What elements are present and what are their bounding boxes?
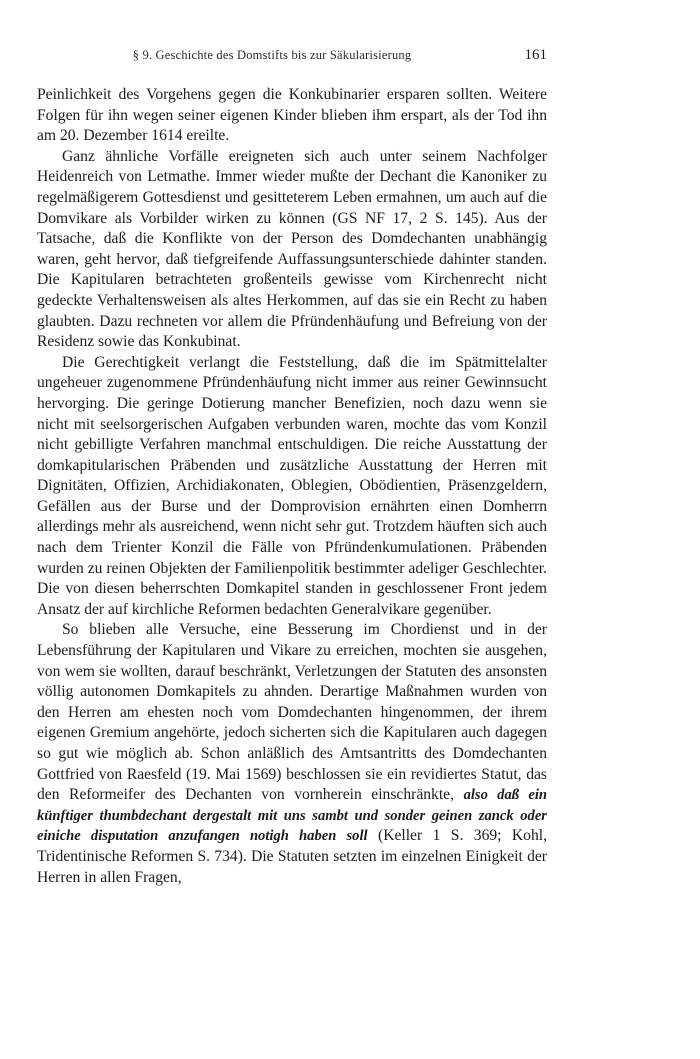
paragraph-4 xyxy=(37,620,547,888)
page-number: 161 xyxy=(524,47,547,63)
running-head xyxy=(37,47,547,64)
paragraph-2: Ganz ähnliche Vorfälle ereigneten sich auch unter seinem Nachfolger Heidenreich von Letmathe. Immer wieder mußte der Dechant die Kanoniker zu regelmäßigerem Gottesdienst und gesitteterem Leben ermahnen, um auch auf die Domvikare als Vorbilder wirken zu können (GS NF 17, 2 S. 145). Aus der Tatsache, daß die Konflikte von der Person des Domdechanten unabhängig waren, geht hervor, daß tiefgreifende Auffassungsunterschiede dahinter standen. Die Kapitularen betrachteten großenteils gewisse vom Kirchenrecht nicht gedeckte Verhaltensweisen als altes Herkommen, auf das sie ein Recht zu haben glaubten. Dazu rechneten vor allem die Pfründenhäufung und Befreiung von der Residenz sowie das Konkubinat. xyxy=(37,147,547,351)
running-title: § 9. Geschichte des Domstifts bis zur Säkularisierung xyxy=(132,48,412,62)
paragraph-4-citation: (Keller 1 S. 369; Kohl, Tridentinische Reformen S. 734). Die Statuten setzten im einzelnen Einigkeit der Herren in allen Fragen, xyxy=(37,827,547,886)
body-text xyxy=(37,85,547,888)
paragraph-4-text: So blieben alle Versuche, eine Besserung im Chordienst und in der Lebensführung der Kapitularen und Vikare zu erreichen, mochten sie ausgehen, von wem sie wollten, darauf beschränkt, Verletzungen der Statuten des ansonsten völlig autonomen Domkapitels zu ahnden. Derartige Maßnahmen wurden von den Herren am ehesten noch vom Domdechanten hingenommen, der ihrem eigenen Gremium angehörte, jedoch sicherten sich die Kapitularen auch dagegen so gut wie möglich ab. Schon anläßlich des Amtsantritts des Domdechanten Gottfried von Raesfeld (19. Mai 1569) beschlossen sie ein revidiertes Statut, das den Reformeifer des Dechanten von vornherein einschränkte, xyxy=(37,621,547,804)
paragraph-1: Peinlichkeit des Vorgehens gegen die Konkubinarier ersparen sollten. Weitere Folgen für ihn wegen seiner eigenen Kinder blieben ihm erspart, als der Tod ihn am 20. Dezember 1614 ereilte. xyxy=(37,86,547,145)
statute-quotation: also daß ein künftiger thumbdechant dergestalt mit uns sambt und sonder geinen zanck oder einiche disputation anzufangen notigh haben soll xyxy=(37,787,547,845)
paragraph-3: Die Gerechtigkeit verlangt die Feststellung, daß die im Spätmittelalter ungeheuer zugenommene Pfründenhäufung nicht immer aus reiner Gewinnsucht hervorging. Die geringe Dotierung mancher Benefizien, noch dazu wenn sie nicht mit seelsorgerischen Aufgaben verbunden waren, mochte das vom Konzil nicht gebilligte Verfahren manchmal entschuldigen. Die reiche Ausstattung der domkapitularischen Präbenden und zusätzliche Ausstattung der Herren mit Dignitäten, Offizien, Archidiakonaten, Oblegien, Obödientien, Präsenzgeldern, Gefällen aus der Burse und der Domprovision ernährten einen Domherrn allerdings mehr als ausreichend, wenn nicht sehr gut. Trotzdem häuften sich auch nach dem Trienter Konzil die Fälle von Pfründenkumulationen. Präbenden wurden zu reinen Objekten der Familienpolitik bestimmter adeliger Geschlechter. Die von diesen beherrschten Domkapitel standen in geschlossener Front jedem Ansatz der auf kirchliche Reformen bedachten Generalvikare gegenüber. xyxy=(37,353,547,618)
